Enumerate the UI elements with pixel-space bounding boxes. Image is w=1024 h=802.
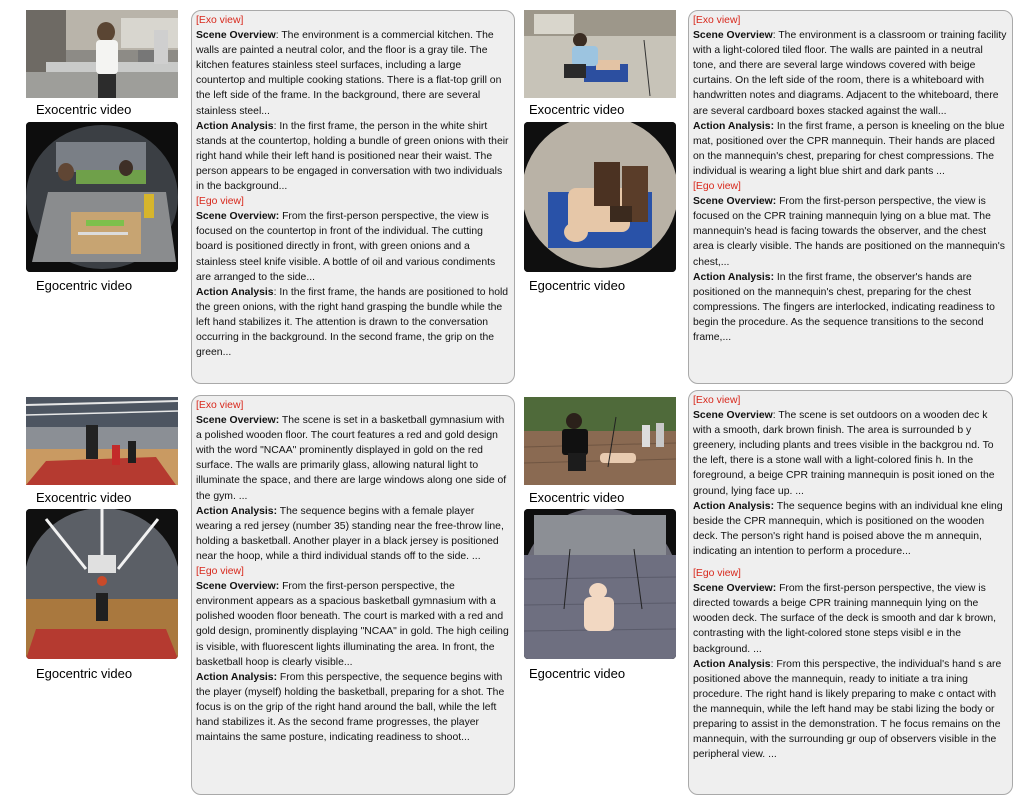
kitchen-exo-caption: Exocentric video [36, 102, 132, 117]
basketball-exo-image [26, 397, 178, 485]
cpr-classroom-text-panel: [Exo view] Scene Overview: The environment is a classroom or training facility with a light-colored tiled floor. The walls are painted in a neutral tone, and there are several large windows covered with beige curtains. On the left side of the room, there is a whiteboard with handwritten notes and diagrams. Adjacent to the whiteboard, there are several cardboard boxes stacked against the wall... Action Analysis: In the first frame, a person is kneeling on the blue mat, positioned over the CPR mannequin. Their hands are placed on the mannequin's chest, preparing for chest compressions. The individual is wearing a light blue shirt and dark pants ... [Ego view] Scene Overview: From the first-person perspective, the view is focused on the CPR training mannequin lying on a blue mat. The mannequin's head is facing towards the observer, and the chest area is clearly visible. The hands are positioned on the mannequin's chest,... Action Analysis: In the first frame, the observer's hands are positioned on the mannequin's chest, preparing for the chest compressions. The fingers are interlocked, indicating readiness to begin the procedure. As the sequence transitions to the second frame,... [688, 10, 1013, 384]
basketball-ego-image [26, 509, 178, 659]
kitchen-ego-image [26, 122, 178, 272]
scene-overview-label: Scene Overview: [196, 415, 280, 427]
basketball-ego-caption: Egocentric video [36, 666, 133, 681]
scene-overview-label: Scene Overview: [693, 196, 777, 208]
exo-view-tag: [Exo view] [693, 15, 741, 26]
ego-view-tag: [Ego view] [196, 566, 244, 578]
scene-overview-text: The scene is set in a basketball gymnasium with a polished wooden floor. The court features a red and gold design with the word "NCAA" prominently displayed in gold on the red surface. The walls are primarily glass, allowing natural light to illuminate the space, and there are large windows along one side of the gym. ... [196, 415, 507, 502]
action-analysis-text: The sequence begins with an individual kne eling beside the CPR mannequin, which is positioned on the wooden deck. The person's right hand is poised above the m annequin, indicating an intention to perform a procedure... [693, 500, 1003, 557]
kitchen-ego-caption: Egocentric video [36, 278, 133, 293]
kitchen-text-panel: [Exo view] Scene Overview: The environment is a commercial kitchen. The walls are painted a neutral color, and the floor is a gray tile. The kitchen features stainless steel surfaces, including a large countertop and multiple cooking stations. There is a flat-top grill on the left side of the frame. In the background, there are several stainless steel... Action Analysis: In the first frame, the person in the white shirt stands at the countertop, holding a bundle of green onions with their right hand while their left hand is positioned near their waist. The person appears to be engaged in conversation with two individuals in the background... [Ego view] Scene Overview: From the first-person perspective, the view is focused on the countertop in front of the individual. The cutting board is positioned directly in front, with green onions and a stainless steel knife visible. A bottle of oil and various condiments are arranged to the side... Action Analysis: In the first frame, the hands are positioned to hold the green onions, with the right hand grasping the bundle while the left hand stabilizes it. The attention is drawn to the conversation occurring in the background. In the second frame, the grip on the green... [191, 10, 515, 384]
cpr-classroom-ego-caption: Egocentric video [529, 278, 626, 293]
cpr-classroom-ego-image [524, 122, 676, 272]
scene-overview-label: Scene Overview: [196, 211, 280, 223]
action-analysis-label: Action Analysis [196, 286, 274, 298]
scene-overview-text: The environment is a classroom or training facility with a light-colored tiled floor. The walls are painted in a neutral tone, and there are several large windows covered with beige curtains. On the left side of the room, there is a whiteboard with handwritten notes and diagrams. Adjacent to the whiteboard, there are several cardboard boxes stacked against the wall... [693, 30, 1007, 117]
action-analysis-text: From this perspective, the sequence begins with the player (myself) holding the basketball, preparing for a shot. The focus is on the grip of the right hand around the ball, while the left hand stabilizes it. As the second frame progresses, the player maintains the same posture, indicating readiness to shoot... [196, 671, 505, 744]
scene-overview-label: Scene Overview: [196, 581, 280, 593]
action-analysis-text: In the first frame, the person in the white shirt stands at the countertop, holding a bundle of green onions with their right hand while their left hand is positioned near their waist. The person appears to be engaged in conversation with two individuals in the background... [196, 120, 509, 193]
scene-overview-text: From the first-person perspective, the view is focused on the countertop in front of the individual. The cutting board is positioned directly in front, with green onions and a stainless steel knife visible. A bottle of oil and various condiments are arranged to the side... [196, 211, 496, 283]
exo-view-tag: [Exo view] [196, 15, 244, 26]
action-analysis-label: Action Analysis: [196, 671, 278, 683]
scene-overview-text: From the first-person perspective, the view is focused on the CPR training mannequin lying on a blue mat. The mannequin's head is facing towards the observer, and the chest area is clearly visible. The hands are positioned on the mannequin's chest,... [693, 196, 1005, 268]
action-analysis-label: Action Analysis: [693, 120, 775, 132]
cpr-classroom-exo-image [524, 10, 676, 98]
action-analysis-text: In the first frame, a person is kneeling on the blue mat, positioned over the CPR mannequin. Their hands are placed on the mannequin's chest, preparing for chest compressions. The individual is wearing a light blue shirt and dark pants ... [693, 120, 1005, 177]
action-analysis-text: In the first frame, the hands are positioned to hold the green onions, with the right hand grasping the bundle while the left hand stabilizes it. The attention is drawn to the conversation occurring in the background. In the second frame, the grip on the green... [196, 286, 509, 359]
ego-view-tag: [Ego view] [196, 196, 244, 208]
cpr-outdoor-ego-image [524, 509, 676, 659]
ego-view-tag: [Ego view] [693, 181, 741, 193]
action-analysis-label: Action Analysis: [196, 505, 278, 517]
action-analysis-label: Action Analysis: [693, 500, 775, 512]
action-analysis-label: Action Analysis [196, 120, 274, 132]
scene-overview-label: Scene Overview [693, 30, 773, 42]
scene-overview-text: The scene is set outdoors on a wooden dec k with a smooth, dark brown finish. The area is surrounded b y greenery, including plants and trees visible in the backgrou nd. To the left, there is a stone wall with a light-colored finis h. In the foreground, a beige CPR training mannequin is posit ioned on the ground, lying face up. ... [693, 410, 995, 497]
scene-overview-label: Scene Overview [693, 410, 773, 422]
cpr-outdoor-text-panel: [Exo view] Scene Overview: The scene is set outdoors on a wooden dec k with a smooth, dark brown finish. The area is surrounded b y greenery, including plants and trees visible in the backgrou nd. To the left, there is a stone wall with a light-colored finis h. In the foreground, a beige CPR training mannequin is posit ioned on the ground, lying face up. ... Action Analysis: The sequence begins with an individual kne eling beside the CPR mannequin, which is positioned on the wooden deck. The person's right hand is poised above the m annequin, indicating an intention to perform a procedure... [Ego view] Scene Overview: From the first-person perspective, the view is directed towards a beige CPR training mannequin lying on the wooden deck. The surface of the deck is smooth and dar k brown, contrasting with the light-colored stone steps visibl e in the background. ... Action Analysis: From this perspective, the individual's hand s are positioned above the mannequin, ready to initiate a tra ining procedure. The right hand is likely preparing to make c ontact with the mannequin, while the left hand may be stabi lizing the body or preparing to assist in the demonstration. T he focus remains on the mannequin, with the surrounding gr oup of observers visible in the peripheral view. ... [688, 390, 1013, 795]
action-analysis-text: The sequence begins with a female player wearing a red jersey (number 35) standing near the free-throw line, holding a basketball. Another player in a black jersey is positioned near the hoop, while a third individual stands off to the side. ... [196, 505, 504, 562]
scene-overview-label: Scene Overview [196, 30, 276, 42]
exo-view-tag: [Exo view] [693, 395, 741, 406]
scene-overview-text: From the first-person perspective, the environment appears as a spacious basketball gymnasium with a polished wooden floor beneath. The court is marked with a red and gold design, prominently displaying "NCAA" in gold. The high ceiling is visible, with fluorescent lights illuminating the area. In front, the basketball hoop is clearly visible... [196, 581, 509, 668]
exo-view-tag: [Exo view] [196, 400, 244, 411]
action-analysis-text: In the first frame, the observer's hands are positioned on the mannequin's chest, preparing for the chest compressions. The fingers are interlocked, indicating readiness to begin the procedure. As the sequence transitions to the second frame,... [693, 271, 995, 343]
scene-overview-label: Scene Overview: [693, 583, 777, 595]
ego-view-tag: [Ego view] [693, 568, 741, 580]
cpr-outdoor-exo-image [524, 397, 676, 485]
basketball-text-panel [191, 395, 515, 795]
basketball-exo-caption: Exocentric video [36, 490, 132, 505]
cpr-outdoor-ego-caption: Egocentric video [529, 666, 626, 681]
cpr-outdoor-exo-caption: Exocentric video [529, 490, 625, 505]
action-analysis-label: Action Analysis [693, 658, 771, 670]
action-analysis-text: From this perspective, the individual's hand s are positioned above the mannequin, ready to initiate a tra ining procedure. The right hand is likely preparing to make c ontact with the mannequin, while the left hand may be stabi lizing the body or preparing to assist in the demonstration. T he focus remains on the mannequin, with the surrounding gr oup of observers visible in the peripheral view. ... [693, 658, 1002, 761]
cpr-classroom-exo-caption: Exocentric video [529, 102, 625, 117]
kitchen-exo-image [26, 10, 178, 98]
scene-overview-text: From the first-person perspective, the view is directed towards a beige CPR training mannequin lying on the wooden deck. The surface of the deck is smooth and dar k brown, contrasting with the light-colored stone steps visibl e in the background. ... [693, 583, 997, 655]
scene-overview-text: The environment is a commercial kitchen. The walls are painted a neutral color, and the floor is a gray tile. The kitchen features stainless steel surfaces, including a large countertop and multiple cooking stations. There is a flat-top grill on the left side of the frame. In the background, there are several stainless steel... [196, 30, 502, 117]
action-analysis-label: Action Analysis: [693, 271, 775, 283]
